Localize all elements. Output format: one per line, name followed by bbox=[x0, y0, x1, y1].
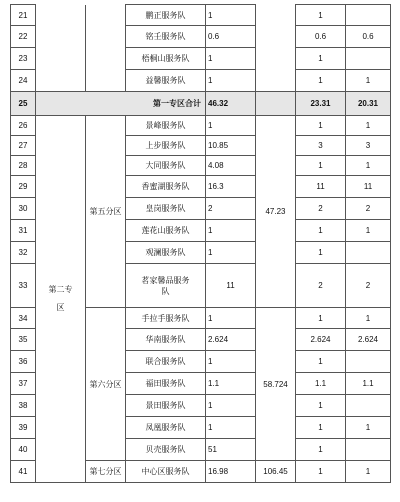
value-cell: 2.624 bbox=[206, 329, 256, 351]
row-number: 32 bbox=[11, 242, 36, 264]
value-cell: 0.6 bbox=[346, 26, 391, 48]
team-name: 观澜服务队 bbox=[126, 242, 206, 264]
value-cell bbox=[346, 48, 391, 70]
value-cell: 1 bbox=[346, 116, 391, 136]
team-name: 凤凰服务队 bbox=[126, 417, 206, 439]
team-name: 香蜜湖服务队 bbox=[126, 176, 206, 198]
row-number: 37 bbox=[11, 373, 36, 395]
team-name: 贝壳服务队 bbox=[126, 439, 206, 461]
value-cell: 1 bbox=[346, 220, 391, 242]
row-number: 21 bbox=[11, 5, 36, 26]
row-number: 23 bbox=[11, 48, 36, 70]
value-cell: 1 bbox=[296, 308, 346, 329]
value-cell: 1.1 bbox=[206, 373, 256, 395]
value-cell: 1 bbox=[296, 242, 346, 264]
value-cell: 1 bbox=[296, 5, 346, 26]
value-cell: 11 bbox=[346, 176, 391, 198]
value-cell bbox=[346, 351, 391, 373]
district-6-label: 第六分区 bbox=[86, 308, 126, 461]
value-cell: 1 bbox=[206, 220, 256, 242]
subtotal-label: 第一专区合计 bbox=[36, 92, 206, 116]
value-cell: 1 bbox=[296, 48, 346, 70]
team-name: 大同服务队 bbox=[126, 156, 206, 176]
value-cell: 11 bbox=[296, 176, 346, 198]
subtotal-value: 46.32 bbox=[206, 92, 256, 116]
value-cell: 1 bbox=[296, 70, 346, 92]
team-name: 梧桐山服务队 bbox=[126, 48, 206, 70]
subtotal-value: 23.31 bbox=[296, 92, 346, 116]
table-row bbox=[11, 116, 391, 136]
district-7-total: 106.45 bbox=[256, 461, 296, 483]
district-5-label: 第五分区 bbox=[86, 116, 126, 308]
value-cell: 1 bbox=[206, 395, 256, 417]
value-cell: 0.6 bbox=[296, 26, 346, 48]
row-number: 33 bbox=[11, 264, 36, 308]
team-name: 联合服务队 bbox=[126, 351, 206, 373]
value-cell: 1 bbox=[346, 461, 391, 483]
district-6-total: 58.724 bbox=[256, 308, 296, 461]
value-cell: 16.98 bbox=[206, 461, 256, 483]
value-cell: 3 bbox=[296, 136, 346, 156]
value-cell: 2 bbox=[296, 264, 346, 308]
value-cell: 1.1 bbox=[296, 373, 346, 395]
team-name: 益馨服务队 bbox=[126, 70, 206, 92]
row-number: 41 bbox=[11, 461, 36, 483]
value-cell bbox=[346, 395, 391, 417]
value-cell: 1 bbox=[346, 417, 391, 439]
value-cell: 1 bbox=[296, 395, 346, 417]
value-cell: 1 bbox=[206, 48, 256, 70]
value-cell: 10.85 bbox=[206, 136, 256, 156]
row-number: 34 bbox=[11, 308, 36, 329]
row-number: 38 bbox=[11, 395, 36, 417]
value-cell: 1 bbox=[206, 70, 256, 92]
table-row bbox=[11, 5, 391, 26]
zone-two-label: 第二专区 bbox=[48, 285, 73, 312]
district-7-label: 第七分区 bbox=[86, 461, 126, 483]
value-cell: 1.1 bbox=[346, 373, 391, 395]
value-cell: 1 bbox=[206, 308, 256, 329]
value-cell: 2 bbox=[346, 264, 391, 308]
subtotal-blank bbox=[256, 92, 296, 116]
row-number: 28 bbox=[11, 156, 36, 176]
value-cell bbox=[346, 242, 391, 264]
value-cell: 11 bbox=[206, 264, 256, 308]
row-number: 27 bbox=[11, 136, 36, 156]
value-cell: 1 bbox=[346, 308, 391, 329]
value-cell: 1 bbox=[346, 70, 391, 92]
value-cell: 1 bbox=[296, 439, 346, 461]
district-cell bbox=[86, 5, 126, 92]
row-number: 40 bbox=[11, 439, 36, 461]
value-cell: 2.624 bbox=[296, 329, 346, 351]
row-number: 26 bbox=[11, 116, 36, 136]
value-cell: 4.08 bbox=[206, 156, 256, 176]
subtotal-row bbox=[11, 92, 391, 116]
zone-cell bbox=[36, 5, 86, 92]
team-name: 景田服务队 bbox=[126, 395, 206, 417]
value-cell: 3 bbox=[346, 136, 391, 156]
row-number: 36 bbox=[11, 351, 36, 373]
value-cell: 1 bbox=[206, 116, 256, 136]
value-cell: 16.3 bbox=[206, 176, 256, 198]
district-5-total: 47.23 bbox=[256, 116, 296, 308]
allocation-table bbox=[10, 4, 391, 483]
row-number: 35 bbox=[11, 329, 36, 351]
value-cell: 1 bbox=[206, 417, 256, 439]
zone-two-cell bbox=[36, 116, 86, 483]
subtotal-value: 20.31 bbox=[346, 92, 391, 116]
value-cell bbox=[346, 439, 391, 461]
team-name: 上步服务队 bbox=[126, 136, 206, 156]
row-number: 30 bbox=[11, 198, 36, 220]
team-name: 茗家馨品服务队 bbox=[126, 264, 206, 308]
team-name: 手拉手服务队 bbox=[126, 308, 206, 329]
value-cell: 2 bbox=[296, 198, 346, 220]
value-cell: 2.624 bbox=[346, 329, 391, 351]
row-number: 25 bbox=[11, 92, 36, 116]
value-cell: 1 bbox=[346, 156, 391, 176]
value-cell: 1 bbox=[296, 116, 346, 136]
row-number: 22 bbox=[11, 26, 36, 48]
value-cell: 51 bbox=[206, 439, 256, 461]
value-cell: 1 bbox=[296, 156, 346, 176]
value-cell bbox=[346, 5, 391, 26]
team-name: 福田服务队 bbox=[126, 373, 206, 395]
team-name: 华南服务队 bbox=[126, 329, 206, 351]
value-cell: 0.6 bbox=[206, 26, 256, 48]
value-cell: 2 bbox=[206, 198, 256, 220]
value-cell: 1 bbox=[296, 351, 346, 373]
team-name: 中心区服务队 bbox=[126, 461, 206, 483]
team-name: 鹏正服务队 bbox=[126, 5, 206, 26]
team-name: 皇岗服务队 bbox=[126, 198, 206, 220]
value-cell: 1 bbox=[296, 461, 346, 483]
value-cell: 1 bbox=[206, 5, 256, 26]
row-number: 24 bbox=[11, 70, 36, 92]
team-name: 莲花山服务队 bbox=[126, 220, 206, 242]
value-cell: 1 bbox=[206, 351, 256, 373]
row-number: 29 bbox=[11, 176, 36, 198]
row-number: 39 bbox=[11, 417, 36, 439]
district-total bbox=[256, 5, 296, 92]
team-name: 铭壬服务队 bbox=[126, 26, 206, 48]
value-cell: 1 bbox=[296, 220, 346, 242]
value-cell: 2 bbox=[346, 198, 391, 220]
value-cell: 1 bbox=[296, 417, 346, 439]
team-name: 景峰服务队 bbox=[126, 116, 206, 136]
value-cell: 1 bbox=[206, 242, 256, 264]
row-number: 31 bbox=[11, 220, 36, 242]
